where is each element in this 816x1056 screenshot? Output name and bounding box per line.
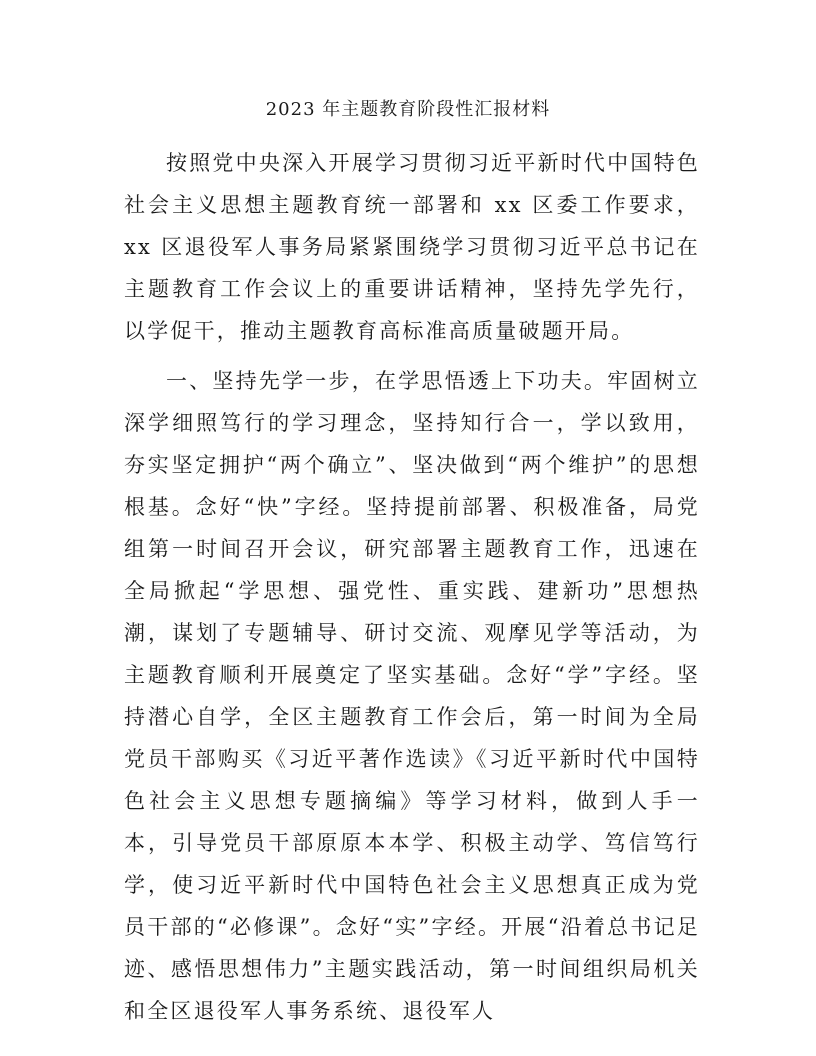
- paragraph-section-one: 一、坚持先学一步，在学思悟透上下功夫。牢固树立深学细照笃行的学习理念，坚持知行合一，学以致用，夯实坚定拥护“两个确立”、坚决做到“两个维护”的思想根基。念好“快”字经。坚持提前部署、积极准备，局党组第一时间召开会议，研究部署主题教育工作，迅速在全局掀起“学思想、强党性、重实践、建新功”思想热潮，谋划了专题辅导、研讨交流、观摩见学等活动，为主题教育顺利开展奠定了坚实基础。念好“学”字经。坚持潜心自学，全区主题教育工作会后，第一时间为全局党员干部购买《习近平著作选读》《习近平新时代中国特色社会主义思想专题摘编》等学习材料，做到人手一本，引导党员干部原原本本学、积极主动学、笃信笃行学，使习近平新时代中国特色社会主义思想真正成为党员干部的“必修课”。念好“实”字经。开展“沿着总书记足迹、感悟思想伟力”主题实践活动，第一时间组织局机关和全区退役军人事务系统、退役军人: [124, 369, 700, 1023]
- paragraph-intro: 按照党中央深入开展学习贯彻习近平新时代中国特色社会主义思想主题教育统一部署和 xx 区委工作要求，xx 区退役军人事务局紧紧围绕学习贯彻习近平总书记在主题教育工作会议上的重要讲话精神，坚持先学先行，以学促干，推动主题教育高标准高质量破题开局。: [124, 151, 700, 343]
- document-title: 2023 年主题教育阶段性汇报材料: [265, 99, 551, 120]
- document-body: [124, 142, 700, 1032]
